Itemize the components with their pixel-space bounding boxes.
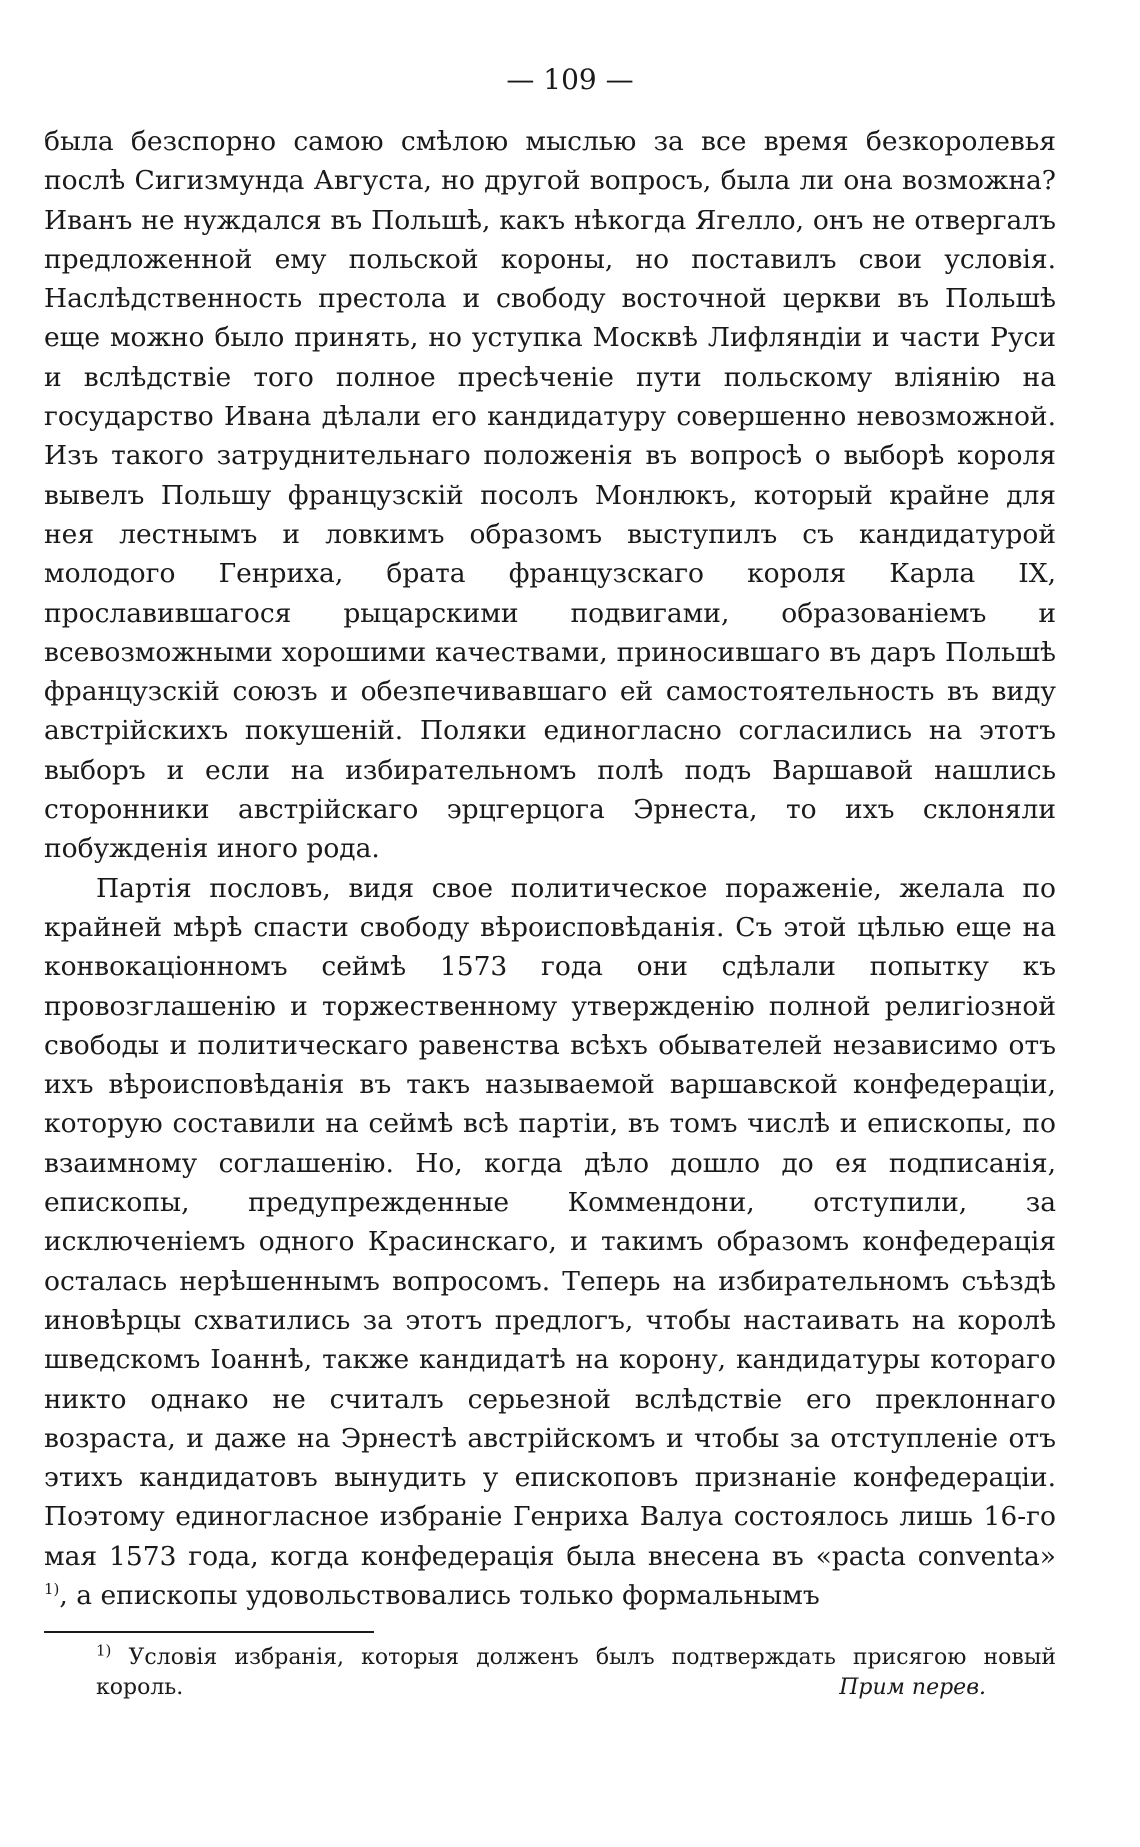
- footnote-text: Условія избранія, которыя долженъ былъ подтверждать присягою новый король.: [96, 1645, 1056, 1701]
- paragraph-2-tail: , а епископы удовольствовались только формальнымъ: [59, 1579, 820, 1611]
- paragraph-2: [44, 869, 1056, 1616]
- footnote-marker: 1): [96, 1641, 112, 1660]
- paragraph-1: была безспорно самою смѣлою мыслью за все время безкоролевья послѣ Сигизмунда Августа, но другой вопросъ, была ли она возможна? Иванъ не нуждался въ Польшѣ, какъ нѣкогда Ягелло, онъ не отвергалъ предложенной ему польской короны, но поставилъ свои условія. Наслѣдственность престола и свободу восточной церкви въ Польшѣ еще можно было принять, но уступка Москвѣ Лифляндіи и части Руси и вслѣдствіе того полное пресѣченіе пути польскому вліянію на государство Ивана дѣлали его кандидатуру совершенно невозможной. Изъ такого затруднительнаго положенія въ вопросѣ о выборѣ короля вывелъ Польшу французскій посолъ Монлюкъ, который крайне для нея лестнымъ и ловкимъ образомъ выступилъ съ кандидатурой молодого Генриха, брата французскаго короля Карла IX, прославившагося рыцарскими подвигами, образованіемъ и всевозможными хорошими качествами, приносившаго въ даръ Польшѣ французскій союзъ и обезпечивавшаго ей самостоятельность въ виду австрійскихъ покушеній. Поляки единогласно согласились на этотъ выборъ и если на избирательномъ полѣ подъ Варшавой нашлись сторонники австрійскаго эрцгерцога Эрнеста, то ихъ склоняли побужденія иного рода.: [44, 126, 1056, 865]
- body-text: [44, 122, 1056, 1615]
- footnote-divider: [44, 1631, 374, 1633]
- paragraph-2-text: Партія пословъ, видя свое политическое пораженіе, желала по крайней мѣрѣ спасти свободу вѣроисповѣданія. Съ этой цѣлью еще на конвокаціонномъ сеймѣ 1573 года они сдѣлали попытку къ провозглашенію и торжественному утвержденію полной религіозной свободы и политическаго равенства всѣхъ обывателей независимо отъ ихъ вѣроисповѣданія въ такъ называемой варшавской конфедераціи, которую составили на сеймѣ всѣ партіи, въ томъ числѣ и епископы, по взаимному соглашенію. Но, когда дѣло дошло до ея подписанія, епископы, предупрежденные Коммендони, отступили, за исключеніемъ одного Красинскаго, и такимъ образомъ конфедерація осталась нерѣшеннымъ вопросомъ. Теперь на избирательномъ съѣздѣ иновѣрцы схватились за этотъ предлогъ, чтобы настаивать на королѣ шведскомъ Іоаннѣ, также кандидатѣ на корону, кандидатуры котораго никто однако не считалъ серьезной вслѣдствіе его преклоннаго возраста, и даже на Эрнестѣ австрійскомъ и чтобы за отступленіе отъ этихъ кандидатовъ вынудить у епископовъ признаніе конфедераціи. Поэтому единогласное избраніе Генриха Валуа состоялось лишь 16-го мая 1573 года, когда конфедерація была внесена въ «pacta conventa»: [44, 872, 1056, 1572]
- footnote-reference[interactable]: 1): [44, 1580, 60, 1599]
- document-page: [44, 62, 1056, 1703]
- footnote-signature: Прим перев.: [839, 1675, 986, 1701]
- footnote: [44, 1643, 1056, 1703]
- page-number: — 109 —: [506, 63, 634, 96]
